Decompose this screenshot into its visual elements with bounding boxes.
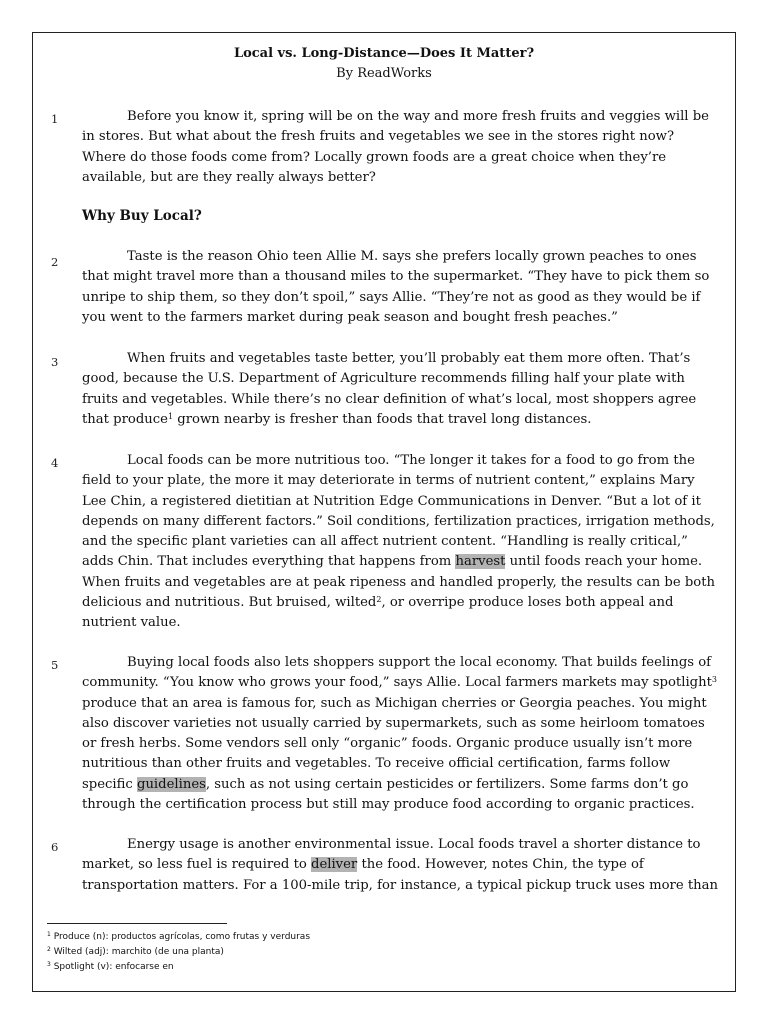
paragraph-text: , such as not using certain pesticides or fertilizers. Some farms don’t go through the certification process but still may produce food according to organic practices. [82, 776, 695, 813]
paragraph-text: grown nearby is fresher than foods that travel long distances. [173, 411, 592, 427]
paragraph-number: 4 [51, 456, 59, 470]
paragraph-text: When fruits and vegetables taste better, you’ll probably eat them more often. That’s good, because the U.S. Department of Agriculture recommends filling half your plate with fruits and vegetables. While there’s no clear definition of what’s local, most shoppers agree that produce [82, 351, 697, 427]
section-heading: Why Buy Local? [82, 208, 202, 224]
article-byline: By ReadWorks [336, 66, 432, 81]
highlighted-vocabulary-word: harvest [455, 554, 506, 570]
paragraph-6 [82, 835, 722, 896]
footnote-reference: 2 [376, 595, 382, 605]
paragraph-number: 2 [51, 255, 59, 269]
paragraph-1 [82, 107, 722, 188]
paragraph-4 [82, 451, 722, 634]
article-title: Local vs. Long-Distance—Does It Matter? [233, 46, 535, 61]
paragraph-text: the food. However, notes Chin, the type of transportation matters. For a 100-mile trip, for instance, a typical pickup truck uses more than [82, 857, 718, 893]
footnote-reference: 3 [711, 675, 717, 685]
paragraph-2 [82, 247, 722, 328]
paragraph-text: Taste is the reason Ohio teen Allie M. says she prefers locally grown peaches to ones that might travel more than a thousand miles to the supermarket. “They have to pick them so unripe to ship them, so they don’t spoil,” says Allie. “They’re not as good as they would be if you went to the farmers market during peak season and bought fresh peaches.” [82, 249, 710, 325]
footnote-reference: 1 [167, 411, 174, 421]
footnote-divider [47, 923, 227, 924]
paragraph-text: until foods reach your home. When fruits and vegetables are at peak ripeness and handled properly, the results can be both delicious and nutritious. But bruised, wilted [82, 554, 716, 611]
paragraph-text: , or overripe produce loses both appeal and nutrient value. [82, 595, 674, 631]
paragraph-number: 1 [51, 112, 59, 126]
footnote-1 [47, 932, 310, 942]
footnote-text: Produce (n): productos agrícolas, como frutas y verduras [53, 932, 311, 942]
paragraph-text: Buying local foods also lets shoppers support the local economy. That builds feelings of community. “You know who grows your food,” says Allie. Local farmers markets may spotlight [82, 655, 712, 691]
highlighted-vocabulary-word: deliver [311, 857, 358, 873]
paragraph-3 [82, 349, 722, 430]
document-page [32, 32, 736, 992]
footnote-2 [47, 947, 224, 957]
paragraph-number: 6 [51, 840, 59, 854]
footnote-text: Spotlight (v): enfocarse en [53, 962, 174, 972]
footnote-3 [47, 962, 174, 972]
highlighted-vocabulary-word: guidelines [137, 776, 206, 792]
paragraph-5 [82, 653, 722, 815]
footnote-text: Wilted (adj): marchito (de una planta) [53, 947, 224, 957]
footnote-marker: 1 [47, 931, 51, 938]
paragraph-text: Before you know it, spring will be on the way and more fresh fruits and veggies will be in stores. But what about the fresh fruits and vegetables we see in the stores right now? Where do those foods come from? Locally grown foods are a great choice when they’re available, but are they really always better? [82, 109, 709, 185]
paragraph-number: 5 [51, 658, 59, 672]
paragraph-text: Energy usage is another environmental issue. Local foods travel a shorter distance to market, so less fuel is required to [82, 837, 701, 873]
paragraph-number: 3 [51, 355, 59, 369]
paragraph-text: Local foods can be more nutritious too. “The longer it takes for a food to go from the field to your plate, the more it may deteriorate in terms of nutrient content,” explains Mary Lee Chin, a registered dietitian at Nutrition Edge Communications in Denver. “But a lot of it depends on many different factors.” Soil conditions, fertilization practices, irrigation methods, and the specific plant varieties can all affect nutrient content. “Handling is really critical,” adds Chin. That includes everything that happens from [82, 453, 715, 570]
footnote-marker: 3 [47, 961, 51, 968]
footnote-marker: 2 [47, 946, 51, 953]
paragraph-text: produce that an area is famous for, such as Michigan cherries or Georgia peaches. You might also discover varieties not usually carried by supermarkets, such as some heirloom tomatoes or fresh herbs. Some vendors sell only “organic” foods. Organic produce usually isn’t more nutritious than other fruits and vegetables. To receive official certification, farms follow specific [82, 695, 707, 792]
